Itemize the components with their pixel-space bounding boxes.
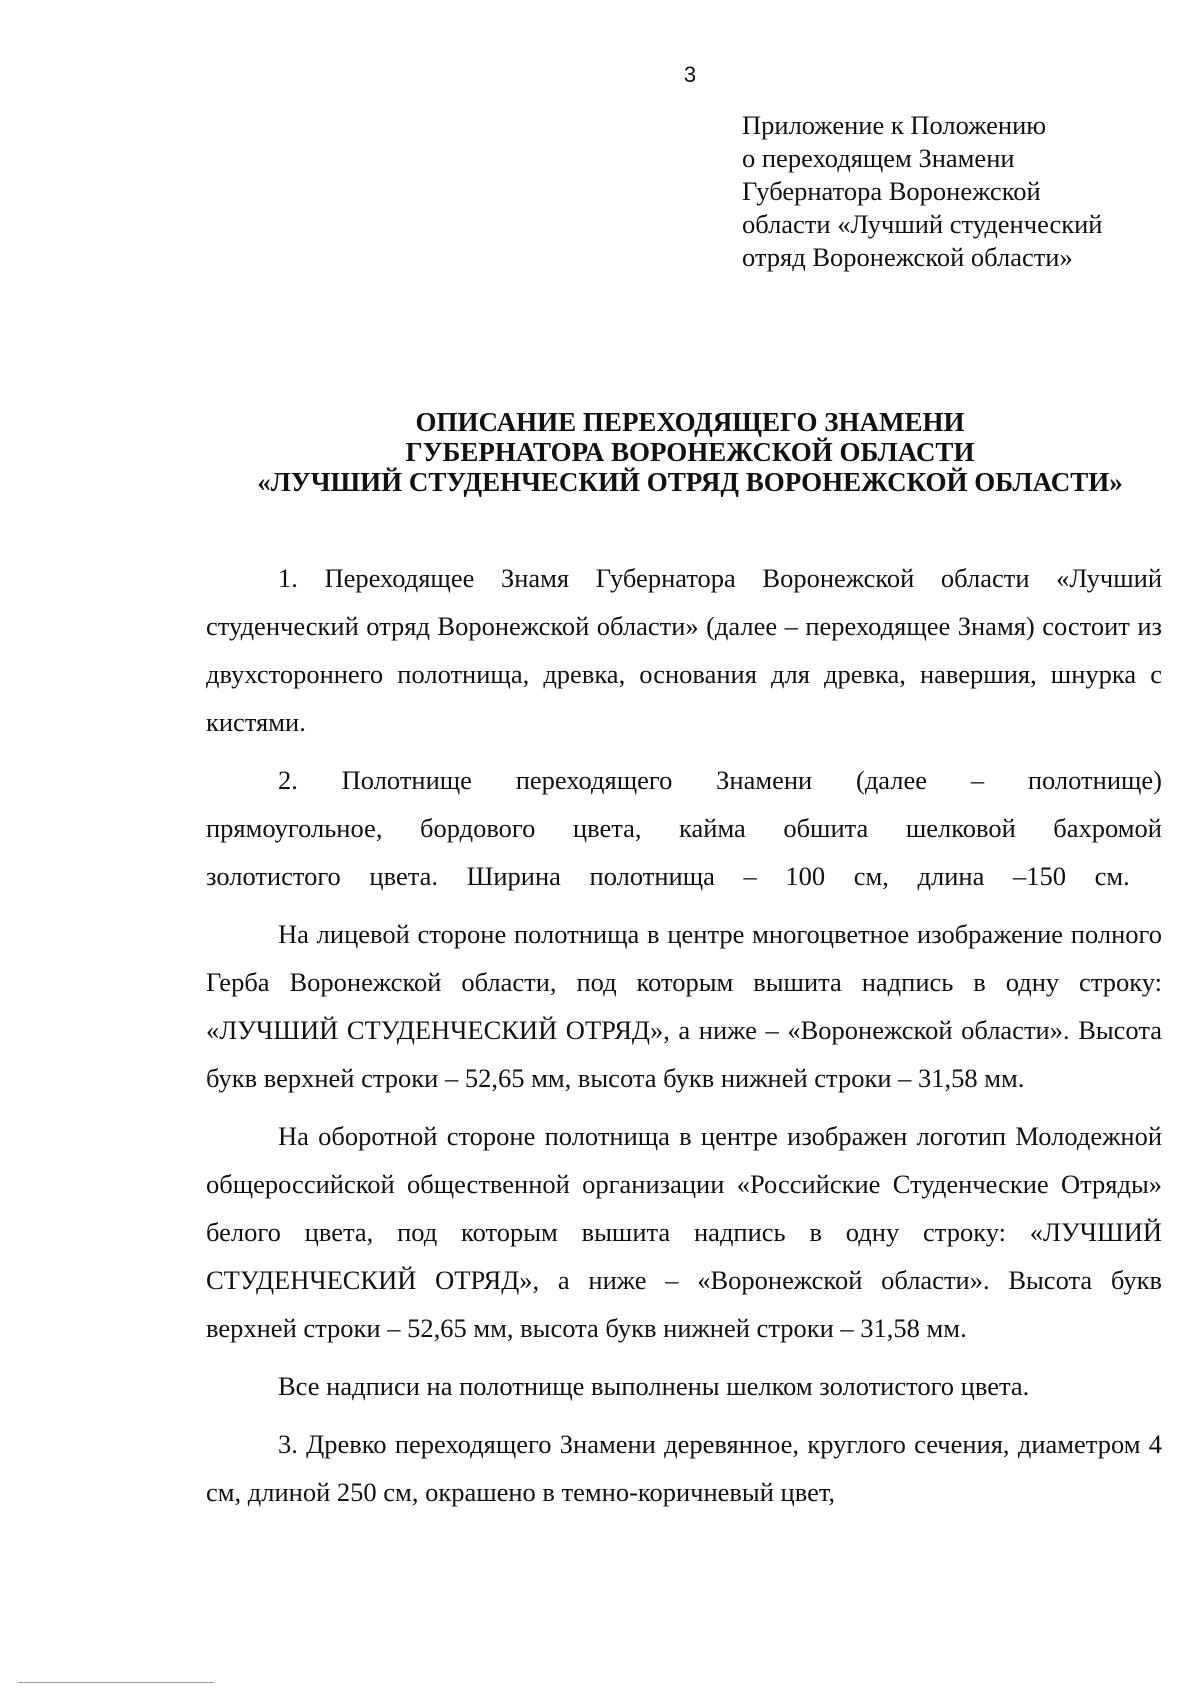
appendix-line: о переходящем Знамени	[742, 143, 1015, 173]
appendix-line: Губернатора Воронежской	[742, 176, 1041, 206]
paragraph-item-2: 2. Полотнище переходящего Знамени (далее – полотнище) прямоугольное, бордового цвета, кайма обшита шелковой бахромой золотистого цвета. Ширина полотнища – 100 см, длина –150 см.	[206, 765, 1162, 891]
appendix-line: отряд Воронежской области»	[742, 242, 1073, 272]
title-line: ОПИСАНИЕ ПЕРЕХОДЯЩЕГО ЗНАМЕНИ	[415, 407, 965, 437]
appendix-note	[742, 109, 1182, 274]
document-body	[206, 554, 1162, 1516]
paragraph-back-side: На оборотной стороне полотнища в центре изображен логотип Молодежной общероссийской общественной организации «Российские Студенческие Отряды» белого цвета, под которым вышита надпись в одну строку: «ЛУЧШИЙ СТУДЕНЧЕСКИЙ ОТРЯД», а ниже – «Воронежской области». Высота букв верхней строки – 52,65 мм, высота букв нижней строки – 31,58 мм.	[206, 1121, 1162, 1343]
title-line: ГУБЕРНАТОРА ВОРОНЕЖСКОЙ ОБЛАСТИ	[405, 437, 975, 467]
paragraph-item-3: 3. Древко переходящего Знамени деревянное, круглого сечения, диаметром 4 см, длиной 250 см, окрашено в темно-коричневый цвет,	[206, 1429, 1162, 1507]
appendix-line: области «Лучший студенческий	[742, 209, 1103, 239]
paragraph-inscriptions: Все надписи на полотнище выполнены шелком золотистого цвета.	[278, 1371, 1030, 1401]
document-title	[0, 407, 1200, 497]
footer-divider	[18, 1682, 214, 1683]
appendix-line: Приложение к Положению	[742, 110, 1047, 140]
title-line: «ЛУЧШИЙ СТУДЕНЧЕСКИЙ ОТРЯД ВОРОНЕЖСКОЙ ОБЛАСТИ»	[257, 467, 1123, 497]
page-number: 3	[683, 62, 697, 87]
paragraph-front-side: На лицевой стороне полотнища в центре многоцветное изображение полного Герба Воронежской области, под которым вышита надпись в одну строку: «ЛУЧШИЙ СТУДЕНЧЕСКИЙ ОТРЯД», а ниже – «Воронежской области». Высота букв верхней строки – 52,65 мм, высота букв нижней строки – 31,58 мм.	[206, 919, 1162, 1093]
paragraph-item-1: 1. Переходящее Знамя Губернатора Воронежской области «Лучший студенческий отряд Воронежской области» (далее – переходящее Знамя) состоит из двухстороннего полотнища, древка, основания для древка, навершия, шнурка с кистями.	[206, 563, 1162, 737]
